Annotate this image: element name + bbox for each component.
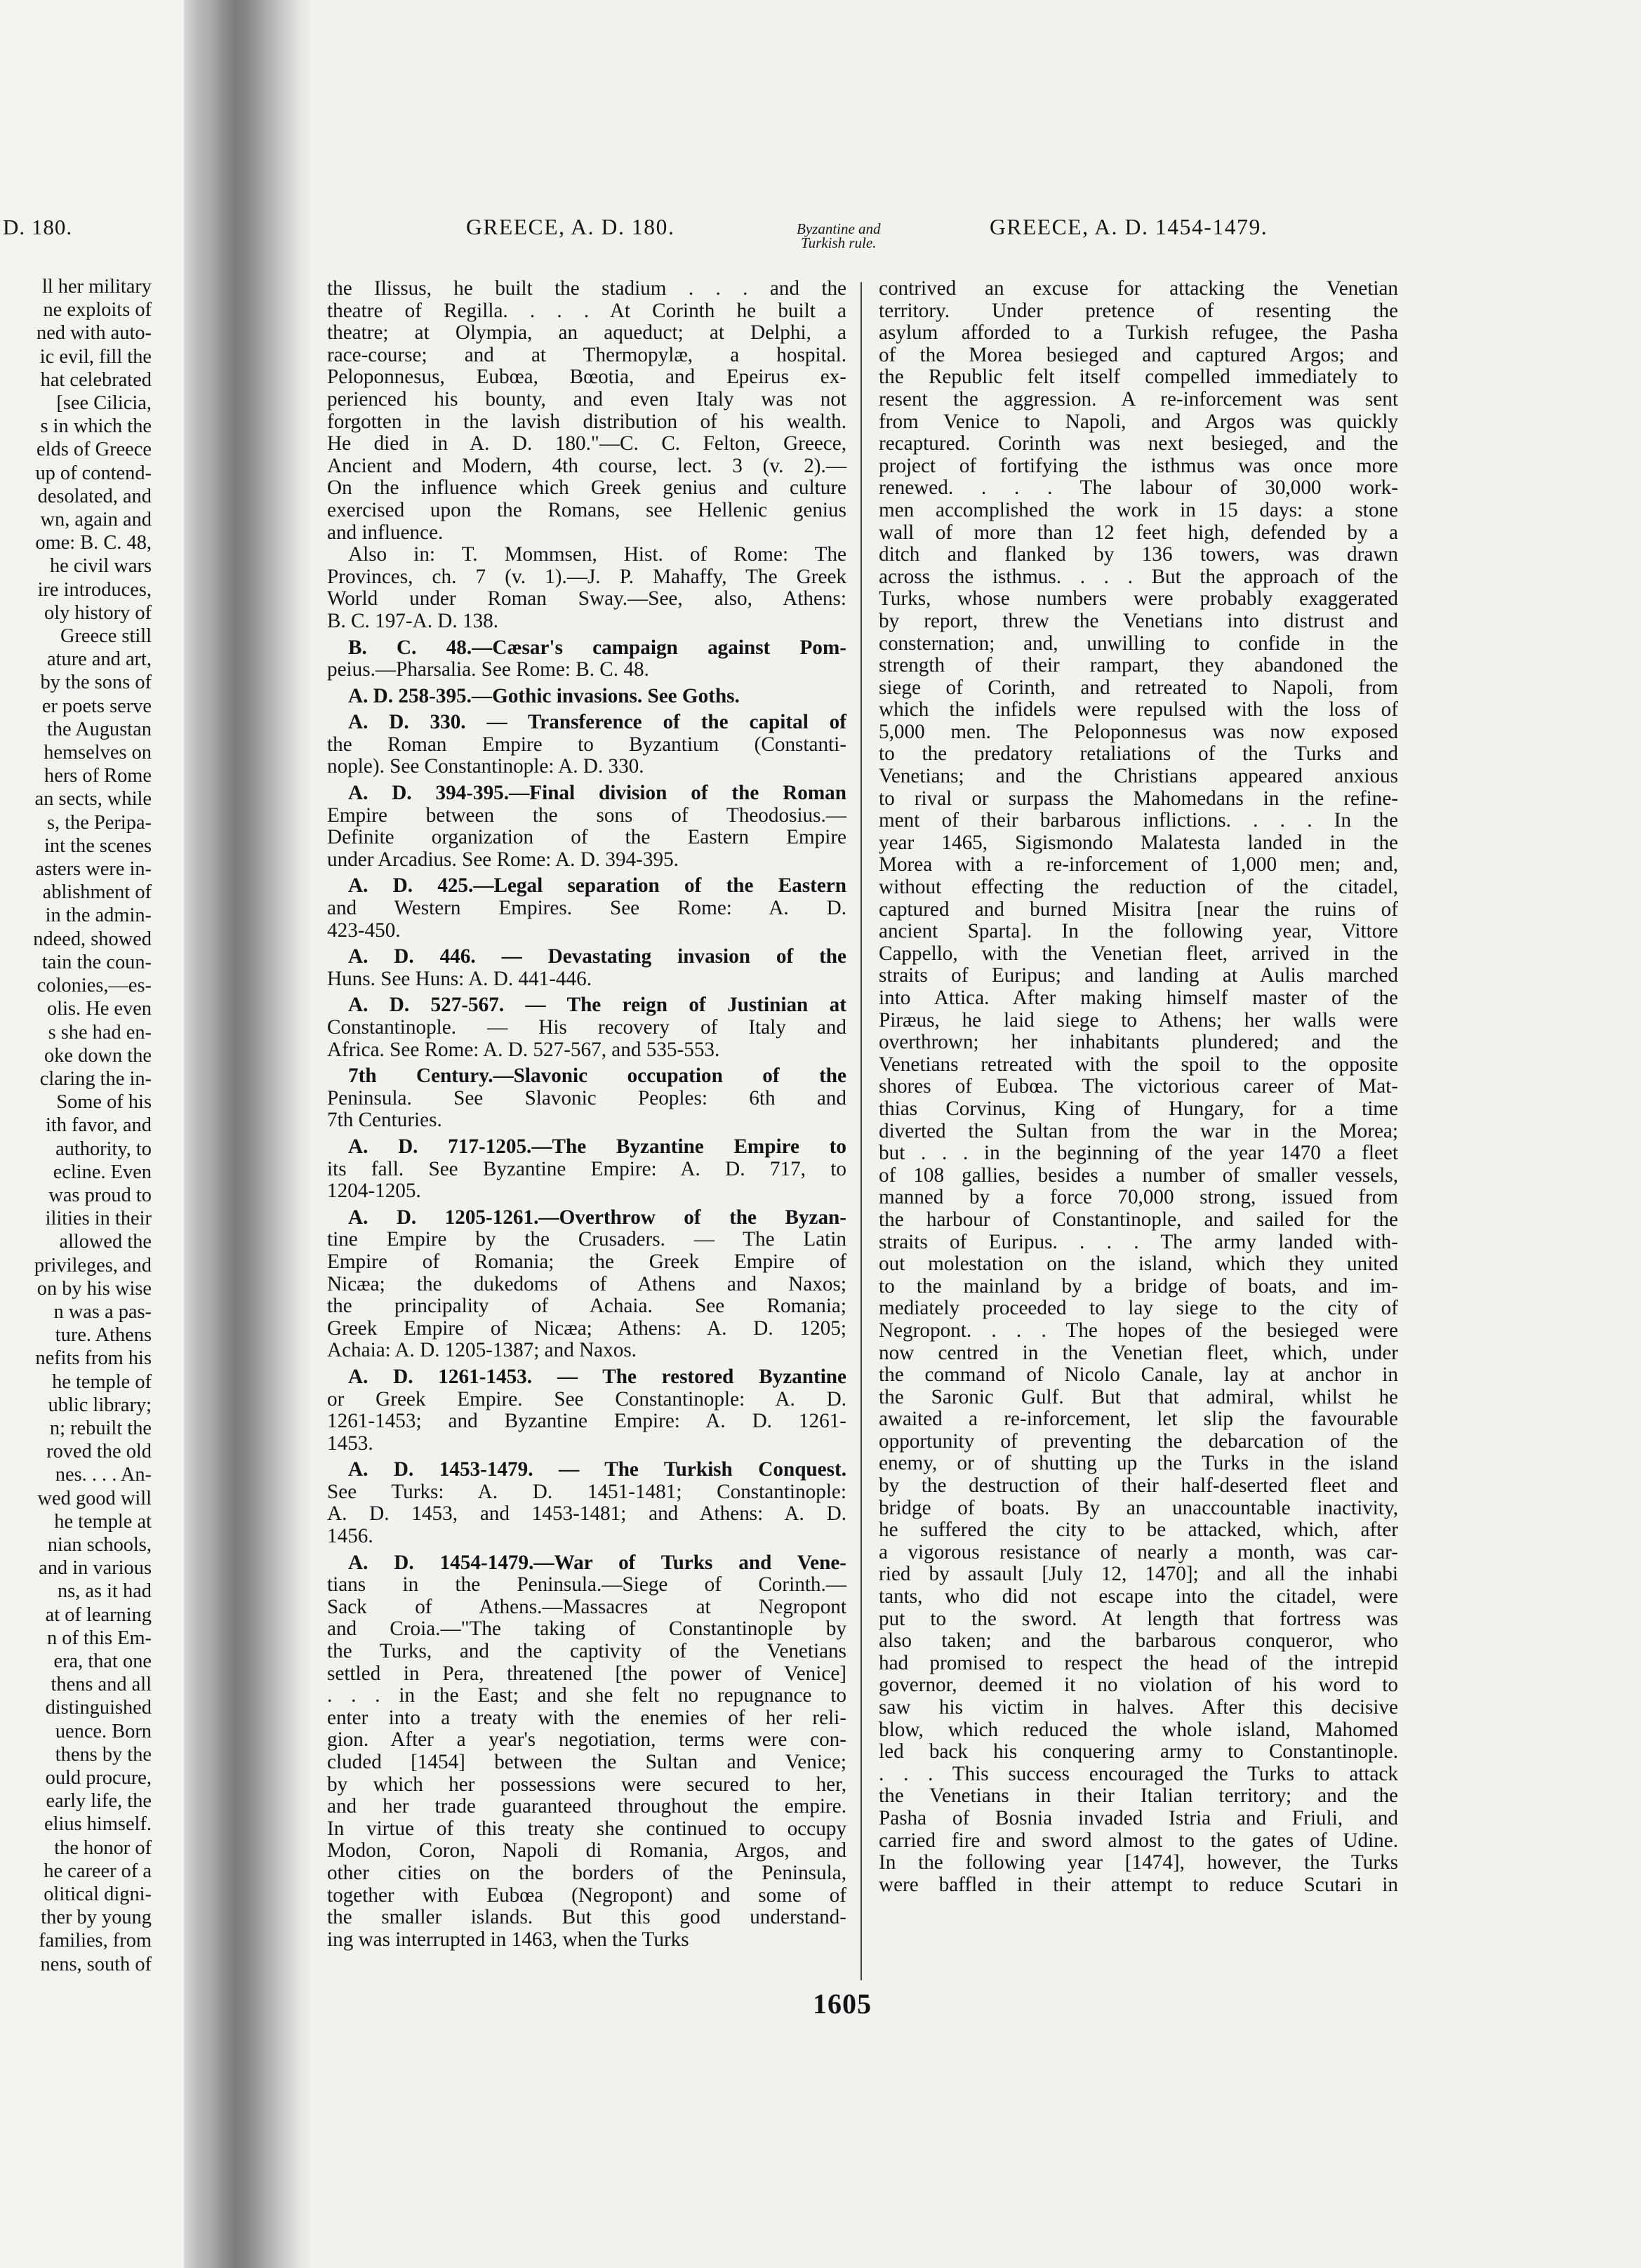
running-caption-line: Turkish rule. [801,234,877,251]
text-line: enemy, or of shutting up the Turks in the island [879,1452,1398,1475]
text-line: tians in the Peninsula.—Siege of Corinth.— [327,1573,846,1596]
previous-page-line: [see Cilicia, [56,392,152,415]
text-line: which the infidels were repulsed with the loss of [879,698,1398,721]
previous-page-line: authority, to [55,1138,152,1160]
text-line: nople). See Constantinople: A. D. 330. [327,755,644,778]
text-line: See Turks: A. D. 1451-1481; Constantinople: [327,1480,846,1503]
text-line: Ancient and Modern, 4th course, lect. 3 (v. 2).— [327,454,846,477]
text-line: recaptured. Corinth was next besieged, and the [879,432,1398,455]
paragraph [327,782,846,871]
previous-page-line: ould procure, [45,1767,152,1789]
text-line: A. D. 1453, and 1453-1481; and Athens: A. D. [327,1502,846,1526]
column-divider [861,282,862,1980]
previous-page-line: tain the coun- [41,951,152,973]
text-line: bridge of boats. By an unaccountable inactivity, [879,1496,1398,1519]
text-line: tants, who did not escape into the citadel, were [879,1585,1398,1608]
page-number: 1605 [813,1988,872,2020]
previous-page-line: ndeed, showed [33,928,152,950]
previous-page-line: Some of his [56,1091,152,1114]
text-line: the principality of Achaia. See Romania; [327,1295,846,1318]
text-line: mediately proceeded to lay siege to the city of [879,1297,1398,1320]
text-line: asylum afforded to a Turkish refugee, the Pasha [879,321,1398,345]
text-line: and influence. [327,521,444,544]
previous-page-line: olitical digni- [44,1883,152,1906]
text-line: of the Morea besieged and captured Argos; and [879,343,1398,366]
text-line: Constantinople. — His recovery of Italy and [327,1016,846,1039]
text-line: the Republic felt itself compelled immediately to [879,366,1398,389]
text-line: In the following year [1474], however, the Turks [879,1851,1398,1874]
previous-page-line: he civil wars [49,555,152,578]
running-caption-line: Byzantine and [797,220,881,237]
text-line: to the mainland by a bridge of boats, and im- [879,1274,1398,1298]
previous-page-line: and in various [39,1557,152,1580]
previous-page-line: allowed the [59,1231,152,1253]
text-line: B. C. 48.—Cæsar's campaign against Pom- [348,636,846,659]
text-line: 1456. [327,1525,373,1548]
previous-page-line: s, the Peripa- [46,811,152,834]
previous-page-line: ns, as it had [57,1580,152,1603]
text-line: Sack of Athens.—Massacres at Negropont [327,1595,846,1618]
paragraph [327,544,846,632]
text-line: Morea with a re-inforcement of 1,000 men; and, [879,853,1398,876]
text-line: theatre; at Olympia, an aqueduct; at Delphi, a [327,321,846,345]
running-caption [797,222,881,250]
text-line: captured and burned Misitra [near the ruins of [879,898,1398,921]
text-line: 1453. [327,1432,373,1455]
previous-page-line: wed good will [37,1487,152,1509]
text-line: Peloponnesus, Eubœa, Bœotia, and Epeirus ex- [327,366,846,389]
text-line: Venetians retreated with the spoil to the opposite [879,1053,1398,1076]
text-line: to rival or surpass the Mahomedans in the refine- [879,787,1398,810]
previous-page-line: ture. Athens [55,1324,152,1347]
text-line: 7th Centuries. [327,1109,442,1132]
text-line: forgotten in the lavish distribution of his wealth. [327,410,846,433]
previous-page-line: on by his wise [36,1277,152,1300]
text-line: . . . This success encouraged the Turks to attack [879,1762,1398,1785]
paragraph [327,278,846,544]
text-line: wall of more than 12 feet high, defended by a [879,521,1398,544]
text-line: 423-450. [327,919,401,942]
previous-page-line: Greece still [60,625,152,648]
text-line: gion. After a year's negotiation, terms were con- [327,1728,846,1752]
text-line: exercised upon the Romans, see Hellenic genius [327,498,846,521]
text-line: siege of Corinth, and retreated to Napoli, from [879,676,1398,699]
previous-page-line: s she had en- [48,1021,152,1043]
text-line: resent the aggression. A re-inforcement was sent [879,387,1398,411]
paragraph [327,637,846,681]
previous-page-line: roved the old [46,1441,152,1463]
paragraph [327,1552,846,1952]
paragraph [327,712,846,778]
previous-page-line: n; rebuilt the [49,1417,152,1439]
text-line: A. D. 258-395.—Gothic invasions. See Goths. [348,684,740,707]
previous-page-line: early life, the [46,1790,152,1813]
text-line: ditch and flanked by 136 towers, was drawn [879,543,1398,566]
text-line: Piræus, he laid siege to Athens; her walls were [879,1008,1398,1032]
text-line: had promised to respect the head of the intrepid [879,1651,1398,1674]
previous-page-line: ecline. Even [53,1161,152,1183]
text-line: enter into a treaty with the enemies of her reli- [327,1706,846,1729]
previous-page-line: nefits from his [35,1347,152,1370]
text-line: governor, deemed it no violation of his word to [879,1674,1398,1697]
previous-page-line: ith favor, and [45,1114,152,1137]
text-line: 7th Century.—Slavonic occupation of the [348,1065,846,1088]
text-line: Greek Empire of Nicæa; Athens: A. D. 1205; [327,1316,846,1340]
previous-page-line: claring the in- [39,1067,152,1090]
text-line: and her trade guaranteed throughout the empire. [327,1795,846,1818]
previous-page-line: distinguished [45,1697,152,1719]
text-line: straits of Euripus. . . . The army landed with- [879,1230,1398,1253]
text-line: a vigorous resistance of nearly a month, was car- [879,1540,1398,1563]
text-line: to the predatory retaliations of the Turks and [879,742,1398,766]
text-line: Peninsula. See Slavonic Peoples: 6th and [327,1086,846,1109]
text-line: the Saronic Gulf. But that admiral, whilst he [879,1385,1398,1408]
text-line: . . . in the East; and she felt no repugnance to [327,1684,846,1707]
text-line: consternation; and, unwilling to confide in the [879,632,1398,655]
previous-page-line: n of this Em- [46,1627,152,1649]
text-line: ried by assault [July 12, 1470]; and all the inhabi [879,1563,1398,1586]
text-line: project of fortifying the isthmus was once more [879,454,1398,477]
previous-page-line: ne exploits of [43,299,152,321]
text-line: 5,000 men. The Peloponnesus was now exposed [879,720,1398,743]
text-line: into Attica. After making himself master of the [879,987,1398,1009]
text-line: cluded [1454] between the Sultan and Venice; [327,1751,846,1773]
previous-page-line: ilities in their [45,1208,152,1230]
previous-page-line: wn, again and [40,509,152,531]
text-line: Cappello, with the Venetian fleet, arrived in the [879,942,1398,965]
previous-page-line: uence. Born [55,1720,152,1742]
text-line: Achaia: A. D. 1205-1387; and Naxos. [327,1339,637,1362]
text-line: A. D. 527-567. — The reign of Justinian at [348,994,846,1017]
text-line: by the destruction of their half-deserted fleet and [879,1474,1398,1497]
text-line: also taken; and the barbarous conqueror, who [879,1629,1398,1653]
text-line: ing was interrupted in 1463, when the Turks [327,1928,689,1951]
text-line: overthrown; her inhabitants plundered; and the [879,1031,1398,1054]
previous-page-line: er poets serve [41,695,152,717]
previous-page-line: in the admin- [45,905,152,927]
previous-page-line: up of contend- [35,462,152,484]
text-line: the command of Nicolo Canale, lay at anchor in [879,1363,1398,1387]
previous-page-line: at of learning [45,1603,152,1626]
text-line: but . . . in the beginning of the year 1470 a fleet [879,1142,1398,1165]
previous-page-header: D. 180. [3,215,73,239]
previous-page-line: the Augustan [46,718,152,740]
text-line: A. D. 1453-1479. — The Turkish Conquest. [348,1458,846,1481]
previous-page-line: ublic library; [48,1394,152,1416]
text-line: A. D. 1454-1479.—War of Turks and Vene- [348,1551,846,1574]
text-line: A. D. 394-395.—Final division of the Roman [348,782,846,805]
previous-page-fragment [0,0,184,2268]
previous-page-text [33,275,152,1976]
text-line: shores of Eubœa. The victorious career of Mat- [879,1075,1398,1098]
text-line: saw his victim in halves. After this decisive [879,1696,1398,1719]
previous-page-line: thens and all [51,1674,152,1696]
text-line: together with Eubœa (Negropont) and some of [327,1883,846,1907]
previous-page-line: by the sons of [40,672,152,694]
paragraph [327,875,846,942]
text-line: the smaller islands. But this good understand- [327,1906,846,1929]
previous-page-line: he temple at [54,1510,152,1533]
text-line: On the influence which Greek genius and culture [327,476,846,500]
text-line: were baffled in their attempt to reduce Scutari in [879,1873,1398,1896]
text-line: thias Corvinus, King of Hungary, for a time [879,1097,1398,1120]
text-line: now centred in the Venetian fleet, which, under [879,1341,1398,1364]
previous-page-line: ther by young [41,1907,152,1929]
text-line: Empire between the sons of Theodosius.— [327,803,846,827]
text-line: its fall. See Byzantine Empire: A. D. 717, to [327,1157,846,1180]
text-line: theatre of Regilla. . . . At Corinth he built a [327,299,846,322]
text-line: settled in Pera, threatened [the power of Venice] [327,1662,846,1685]
paragraph [327,1136,846,1203]
text-line: the Venetians in their Italian territory; and the [879,1785,1398,1808]
text-line: Huns. See Huns: A. D. 441-446. [327,967,592,990]
text-line: the Turks, and the captivity of the Venetians [327,1640,846,1663]
text-line: awaited a re-inforcement, let slip the favourable [879,1408,1398,1431]
paragraph [327,946,846,990]
text-line: Negropont. . . . The hopes of the besieged were [879,1319,1398,1342]
text-line: renewed. . . . The labour of 30,000 work- [879,476,1398,500]
previous-page-line: the honor of [54,1836,152,1859]
text-line: Turks, whose numbers were probably exaggerated [879,587,1398,611]
running-title-right: GREECE, A. D. 1454-1479. [990,215,1268,239]
paragraph-gap [327,1951,846,1955]
text-line: ancient Sparta]. In the following year, Vittore [879,920,1398,943]
previous-page-line: desolated, and [37,485,152,507]
previous-page-line: ome: B. C. 48, [35,532,152,554]
previous-page-line: oly history of [44,601,152,624]
previous-page-line: nian schools, [47,1533,152,1556]
text-line: blow, which reduced the whole island, Mahomed [879,1718,1398,1741]
text-line: Definite organization of the Eastern Empire [327,826,846,849]
previous-page-line: privileges, and [34,1254,152,1276]
text-line: Provinces, ch. 7 (v. 1).—J. P. Mahaffy, The Greek [327,565,846,588]
previous-page-line: oke down the [44,1044,152,1067]
paragraph [327,1065,846,1132]
previous-page-line: asters were in- [35,858,152,881]
left-text-column [327,278,846,1955]
text-line: and Croia.—"The taking of Constantinople by [327,1617,846,1641]
text-line: from Venice to Napoli, and Argos was quickly [879,410,1398,433]
previous-page-line: n was a pas- [53,1300,152,1323]
text-line: by which her possessions were secured to her, [327,1773,846,1796]
text-line: without effecting the reduction of the citadel, [879,876,1398,899]
text-line: A. D. 425.—Legal separation of the Eastern [348,874,846,898]
paragraph [327,1366,846,1455]
text-line: by report, threw the Venetians into distrust and [879,609,1398,632]
previous-page-line: olis. He even [46,998,152,1020]
previous-page-line: s in which the [40,415,152,438]
text-line: Pasha of Bosnia invaded Istria and Friuli, and [879,1806,1398,1829]
text-line: opportunity of preventing the debarcation of the [879,1429,1398,1453]
previous-page-line: he career of a [44,1860,152,1882]
previous-page-line: ire introduces, [37,578,152,601]
paragraph [327,686,846,708]
previous-page-line: ablishment of [42,881,152,904]
text-line: led back his conquering army to Constantinople. [879,1740,1398,1763]
previous-page-line: elius himself. [44,1813,152,1836]
text-line: the Ilissus, he built the stadium . . . and the [327,277,846,300]
text-line: ment of their barbarous inflictions. . . . In the [879,809,1398,832]
previous-page-line: elds of Greece [36,439,152,461]
text-line: men accomplished the work in 15 days: a stone [879,498,1398,521]
text-line: put to the sword. At length that fortress was [879,1607,1398,1630]
text-line: race-course; and at Thermopylæ, a hospital. [327,343,846,366]
text-line: 1261-1453; and Byzantine Empire: A. D. 1261- [327,1410,846,1433]
text-line: A. D. 717-1205.—The Byzantine Empire to [348,1135,846,1158]
previous-page-line: hat celebrated [40,368,152,391]
text-line: or Greek Empire. See Constantinople: A. D. [327,1387,846,1410]
text-line: carried fire and sword almost to the gates of Udine. [879,1829,1398,1852]
previous-page-line: families, from [39,1930,152,1952]
text-line: B. C. 197-A. D. 138. [327,609,499,632]
text-line: He died in A. D. 180."—C. C. Felton, Greece, [327,432,846,455]
text-line: peius.—Pharsalia. See Rome: B. C. 48. [327,658,649,681]
previous-page-line: ature and art, [47,648,152,671]
text-line: of 108 gallies, besides a number of smaller vessels, [879,1163,1398,1187]
paragraph [327,1207,846,1362]
previous-page-line: an sects, while [34,788,152,811]
text-line: Venetians; and the Christians appeared anxious [879,765,1398,788]
previous-page-line: colonies,—es- [36,975,152,997]
previous-page-line: thens by the [55,1743,152,1766]
text-line: manned by a force 70,000 strong, issued from [879,1186,1398,1209]
text-line: A. D. 446. — Devastating invasion of the [348,945,846,968]
previous-page-line: era, that one [53,1650,152,1672]
previous-page-line: ic evil, fill the [39,345,152,368]
text-line: the Roman Empire to Byzantium (Constanti- [327,733,846,756]
text-line: he suffered the city to be attacked, which, after [879,1519,1398,1542]
text-line: Africa. See Rome: A. D. 527-567, and 535-553. [327,1038,720,1061]
previous-page-line: nens, south of [40,1953,152,1975]
previous-page-line: int the scenes [44,834,152,857]
running-title-left: GREECE, A. D. 180. [466,215,675,239]
text-line: diverted the Sultan from the war in the Morea; [879,1119,1398,1142]
text-line: straits of Euripus; and landing at Aulis marched [879,964,1398,987]
previous-page-line: ned with auto- [36,322,152,345]
text-line: strength of their rampart, they abandoned the [879,654,1398,677]
text-line: year 1465, Sigismondo Malatesta landed in the [879,831,1398,854]
previous-page-line: nes. . . . An- [55,1464,152,1486]
text-line: Nicæa; the dukedoms of Athens and Naxos; [327,1272,846,1295]
text-line: Modon, Coron, Napoli di Romania, Argos, and [327,1839,846,1862]
text-line: World under Roman Sway.—See, also, Athens: [327,587,846,611]
previous-page-line: he temple of [52,1370,152,1393]
previous-page-line: hers of Rome [44,765,152,787]
text-line: A. D. 330. — Transference of the capital of [348,711,846,734]
text-line: perienced his bounty, and even Italy was not [327,387,846,411]
binding-gutter [184,0,310,2268]
text-line: contrived an excuse for attacking the Venetian [879,277,1398,300]
previous-page-line: ll her military [41,276,152,298]
text-line: out molestation on the island, which they united [879,1253,1398,1276]
text-line: A. D. 1205-1261.—Overthrow of the Byzan- [348,1206,846,1229]
text-line: 1204-1205. [327,1180,421,1203]
text-line: under Arcadius. See Rome: A. D. 394-395. [327,848,679,871]
text-line: In virtue of this treaty she continued to occupy [327,1817,846,1840]
text-line: territory. Under pretence of resenting the [879,299,1398,322]
text-line: Also in: T. Mommsen, Hist. of Rome: The [348,543,846,566]
paragraph [327,994,846,1061]
previous-page-line: hemselves on [44,742,152,764]
text-line: and Western Empires. See Rome: A. D. [327,897,846,920]
text-line: tine Empire by the Crusaders. — The Latin [327,1228,846,1251]
text-line: other cities on the borders of the Peninsula, [327,1861,846,1884]
text-line: A. D. 1261-1453. — The restored Byzantine [348,1365,846,1388]
text-line: the harbour of Constantinople, and sailed for the [879,1208,1398,1231]
paragraph [327,1459,846,1547]
previous-page-line: was proud to [48,1184,152,1206]
right-text-column [879,278,1398,1896]
text-line: Empire of Romania; the Greek Empire of [327,1250,846,1273]
text-line: across the isthmus. . . . But the approach of the [879,565,1398,588]
